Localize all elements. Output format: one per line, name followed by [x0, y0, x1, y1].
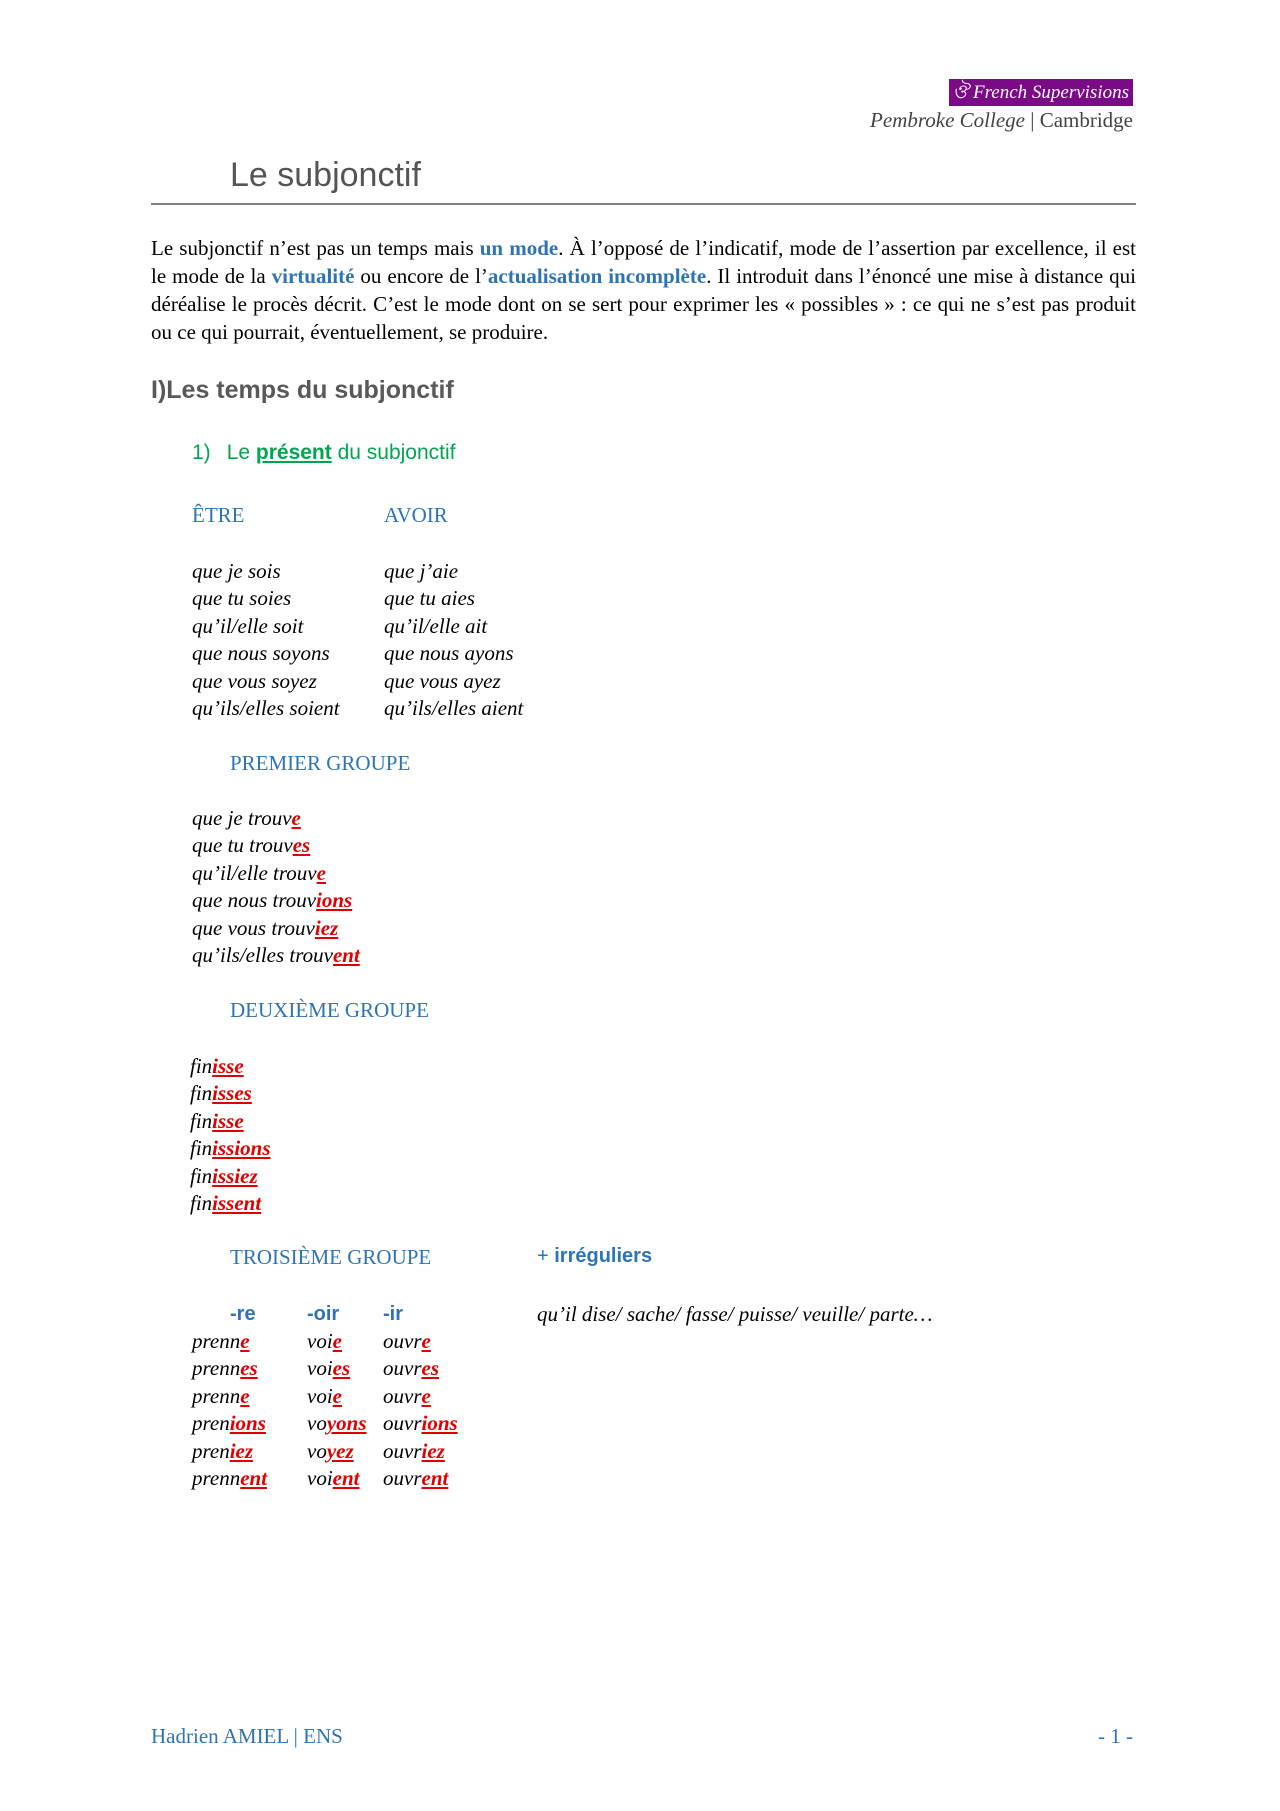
list-item: qu’il/elle soit — [192, 613, 304, 638]
list-item: finisses — [190, 1081, 252, 1106]
badge-label: French Supervisions — [972, 82, 1129, 103]
list-item: finissent — [190, 1191, 262, 1216]
list-item: voie — [307, 1329, 342, 1353]
list-item: qu’ils/elles trouvent — [192, 943, 360, 968]
list-item: voie — [307, 1383, 342, 1408]
page-title: Le subjonctif — [230, 156, 421, 194]
list-item: qu’il/elle trouve — [192, 860, 326, 885]
list-item: finisse — [190, 1108, 244, 1133]
ir-label: -ir — [383, 1303, 403, 1325]
list-item: prenne — [192, 1383, 250, 1408]
list-item: voyons — [307, 1411, 367, 1436]
page-number: - 1 - — [1098, 1724, 1133, 1748]
list-item: que tu trouves — [192, 833, 311, 858]
list-item: ouvre — [383, 1383, 431, 1408]
list-item: que je trouve — [192, 806, 301, 830]
list-item: ouvriez — [383, 1438, 445, 1463]
list-item: qu’il/elle ait — [384, 613, 488, 638]
section-heading: I)Les temps du subjonctif — [151, 376, 454, 404]
deuxieme-groupe-forms — [190, 1053, 271, 1217]
list-item: que nous trouvions — [192, 888, 353, 913]
list-item: voyez — [307, 1438, 354, 1463]
list-item: que tu soies — [192, 586, 292, 611]
list-item: finisse — [190, 1054, 244, 1078]
list-item: preniez — [192, 1438, 254, 1463]
oir-label: -oir — [307, 1303, 340, 1325]
re-label: -re — [230, 1303, 256, 1325]
oir-forms — [307, 1328, 367, 1492]
list-item: finissiez — [190, 1163, 258, 1188]
irreguliers-heading: + irréguliers — [537, 1245, 653, 1267]
list-item: ouvres — [383, 1356, 439, 1381]
list-item: qu’ils/elles soient — [192, 696, 340, 721]
list-item: finissions — [190, 1136, 271, 1161]
list-item: voient — [307, 1466, 360, 1491]
list-item: que j’aie — [384, 559, 459, 583]
list-item: ouvre — [383, 1329, 431, 1353]
list-item: prenions — [192, 1411, 266, 1436]
list-item: que vous ayez — [384, 668, 501, 693]
premier-groupe-heading: PREMIER GROUPE — [230, 751, 411, 775]
list-item: que vous trouviez — [192, 915, 339, 940]
keyword-actualisation: actualisation incomplète — [487, 264, 707, 288]
premier-groupe-forms — [192, 805, 360, 969]
swirl-icon: ঔ — [952, 82, 969, 103]
irreguliers-examples: qu’il dise/ sache/ fasse/ puisse/ veuille/ parte… — [537, 1302, 933, 1326]
header-badge — [949, 79, 1133, 106]
list-item: ouvrions — [383, 1411, 458, 1436]
list-item: que nous soyons — [192, 641, 330, 666]
keyword-mode: un mode — [479, 236, 559, 260]
etre-heading: ÊTRE — [192, 503, 245, 527]
ir-forms — [383, 1328, 458, 1492]
list-item: qu’ils/elles aient — [384, 696, 524, 721]
list-item: prenne — [192, 1329, 250, 1353]
list-item: que vous soyez — [192, 668, 317, 693]
etre-forms — [192, 558, 340, 722]
avoir-heading: AVOIR — [384, 503, 448, 527]
title-divider — [151, 203, 1136, 205]
subsection-heading: 1) Le présent du subjonctif — [192, 441, 456, 464]
list-item: que tu aies — [384, 586, 475, 611]
list-item: prennes — [192, 1356, 258, 1381]
footer-author: Hadrien AMIEL | ENS — [151, 1724, 343, 1748]
keyword-virtualite: virtualité — [271, 264, 355, 288]
avoir-forms — [384, 558, 523, 722]
re-forms — [192, 1328, 267, 1492]
list-item: que je sois — [192, 559, 281, 583]
intro-paragraph: Le subjonctif n’est pas un temps mais un mode. À l’opposé de l’indicatif, mode de l’assertion par excellence, il est le mode de la virtualité ou encore de l’actualisation incomplète. Il introduit dans l’énoncé une mise à distance qui déréalise le procès décrit. C’est le mode dont on se sert pour exprimer les « possibles » : ce qui ne s’est pas produit ou ce qui pourrait, éventuellement, se produire. — [151, 236, 1136, 344]
deuxieme-groupe-heading: DEUXIÈME GROUPE — [230, 998, 429, 1022]
list-item: ouvrent — [383, 1466, 449, 1491]
list-item: voies — [307, 1356, 351, 1381]
list-item: prennent — [192, 1466, 268, 1491]
header-college: Pembroke College | Cambridge — [870, 108, 1133, 132]
troisieme-groupe-heading: TROISIÈME GROUPE — [230, 1245, 432, 1269]
list-item: que nous ayons — [384, 641, 514, 666]
